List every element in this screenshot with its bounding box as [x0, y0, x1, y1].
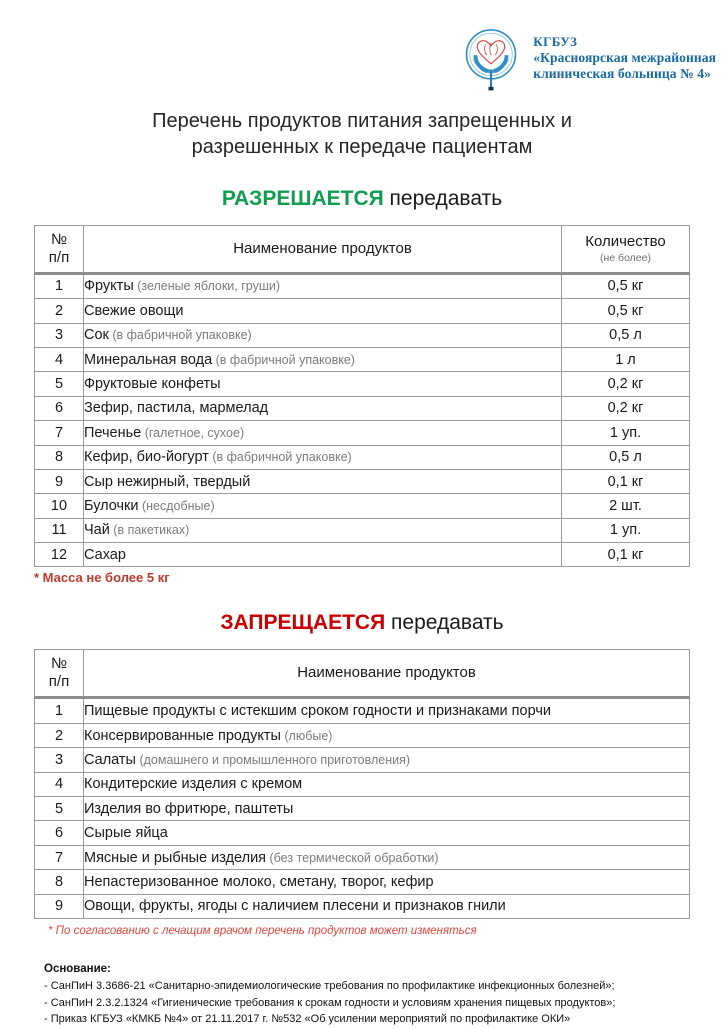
product-quantity: 0,2 кг — [562, 396, 690, 420]
product-name-note: (зеленые яблоки, груши) — [133, 279, 281, 294]
page-title-line-2: разрешенных к передаче пациентам — [191, 136, 533, 159]
product-name-note: (без термической обработки) — [266, 850, 439, 865]
product-name-main: Кефир, био-йогурт — [84, 449, 209, 466]
allowed-col-name: Наименование продуктов — [84, 225, 562, 273]
forbidden-products-table — [34, 649, 690, 919]
product-name-note: (галетное, сухое) — [141, 425, 245, 440]
product-name-main: Изделия во фритюре, паштеты — [84, 800, 294, 817]
row-number: 1 — [35, 698, 84, 723]
table-row — [35, 445, 690, 469]
row-number: 3 — [35, 748, 84, 772]
basis-title: Основание: — [44, 962, 111, 975]
org-abbreviation: КГБУЗ — [533, 34, 578, 50]
basis-item: - Приказ КГБУЗ «КМКБ №4» от 21.11.2017 г. №532 «Об усилении мероприятий по профилактике ОКИ» — [44, 1013, 571, 1026]
allowed-col-quantity-sublabel: (не более) — [600, 251, 651, 264]
allowed-keyword: РАЗРЕШАЕТСЯ — [221, 186, 384, 210]
product-name — [84, 772, 690, 796]
product-name — [84, 445, 562, 469]
product-name — [84, 469, 562, 493]
forbidden-table-body — [35, 698, 690, 919]
product-name — [84, 797, 690, 821]
product-name — [84, 396, 562, 420]
row-number: 4 — [35, 347, 84, 371]
row-number: 4 — [35, 772, 84, 796]
table-row — [35, 748, 690, 772]
basis-item: - СанПиН 3.3686-21 «Санитарно-эпидемиологические требования по профилактике инфекционных болезней»; — [44, 980, 615, 993]
product-name-note: (в фабричной упаковке) — [212, 352, 355, 367]
row-number: 8 — [35, 870, 84, 894]
allowed-col-number — [35, 225, 84, 273]
table-row — [35, 372, 690, 396]
product-name — [84, 870, 690, 894]
product-name-main: Зефир, пастила, мармелад — [84, 400, 269, 417]
product-quantity: 0,1 кг — [562, 543, 690, 567]
product-name — [84, 494, 562, 518]
product-quantity: 0,5 кг — [562, 299, 690, 323]
product-quantity: 0,2 кг — [562, 372, 690, 396]
product-name-main: Булочки — [84, 497, 139, 514]
forbidden-col-name: Наименование продуктов — [84, 650, 690, 698]
product-name-main: Сыр нежирный, твердый — [84, 473, 251, 490]
table-row — [35, 347, 690, 371]
product-name — [84, 347, 562, 371]
allowed-table-wrapper — [0, 225, 724, 568]
table-row — [35, 273, 690, 298]
product-quantity: 0,5 кг — [562, 273, 690, 298]
row-number: 5 — [35, 372, 84, 396]
table-row — [35, 845, 690, 869]
table-row — [35, 723, 690, 747]
allowed-col-quantity — [562, 225, 690, 273]
table-row — [35, 797, 690, 821]
basis-item: - СанПиН 2.3.2.1324 «Гигиенические требования к срокам годности и условиям хранения пищевых продуктов»; — [44, 996, 616, 1009]
product-name-note: (в фабричной упаковке) — [108, 328, 252, 343]
product-name-main: Пищевые продукты с истекшим сроком годности и признаками порчи — [84, 703, 552, 720]
product-name-main: Печенье — [84, 424, 142, 441]
allowed-header-row — [35, 225, 690, 273]
hospital-name-text — [533, 34, 716, 81]
mass-limit-note: * Масса не более 5 кг — [34, 570, 170, 586]
forbidden-col-number — [35, 650, 84, 698]
forbidden-header-row — [35, 650, 690, 698]
product-name — [84, 372, 562, 396]
product-name-main: Овощи, фрукты, ягоды с наличием плесени и признаков гнили — [84, 898, 506, 915]
table-row — [35, 421, 690, 445]
table-row — [35, 894, 690, 918]
row-number: 11 — [35, 518, 84, 542]
product-name-main: Фрукты — [84, 278, 134, 295]
table-row — [35, 323, 690, 347]
row-number: 1 — [35, 273, 84, 298]
allowed-products-table — [34, 225, 690, 568]
product-name-main: Свежие овощи — [84, 302, 184, 319]
product-name-main: Кондитерские изделия с кремом — [84, 776, 303, 793]
product-name-main: Сырые яйца — [84, 825, 168, 842]
table-row — [35, 494, 690, 518]
row-number: 12 — [35, 543, 84, 567]
product-name — [84, 821, 690, 845]
heart-in-hands-logo-icon — [455, 22, 527, 94]
product-name — [84, 748, 690, 772]
allowed-col-number-line1: № — [50, 230, 68, 248]
allowed-table-head — [35, 225, 690, 273]
table-row — [35, 299, 690, 323]
hospital-logo — [455, 22, 716, 94]
product-name — [84, 323, 562, 347]
table-row — [35, 821, 690, 845]
product-quantity: 0,5 л — [562, 445, 690, 469]
table-row — [35, 870, 690, 894]
forbidden-table-wrapper — [0, 649, 724, 919]
allowed-section-heading — [0, 187, 724, 211]
table-row — [35, 543, 690, 567]
basis-items — [44, 978, 680, 1028]
product-name-main: Сок — [84, 327, 109, 344]
forbidden-col-number-line1: № — [50, 655, 68, 673]
product-name-note: (в фабричной упаковке) — [208, 450, 352, 465]
product-name-note: (несдобные) — [138, 498, 215, 513]
product-name-main: Мясные и рыбные изделия — [84, 849, 267, 866]
forbidden-section-heading — [0, 611, 724, 635]
table-row — [35, 469, 690, 493]
allowed-col-number-line2: п/п — [48, 248, 70, 266]
page-title — [60, 108, 664, 161]
product-name — [84, 273, 562, 298]
row-number: 2 — [35, 723, 84, 747]
product-name — [84, 543, 562, 567]
table-row — [35, 772, 690, 796]
org-name-line-2: клиническая больница № 4» — [533, 65, 711, 81]
product-name-main: Непастеризованное молоко, сметану, творог, кефир — [84, 873, 434, 890]
product-quantity: 1 уп. — [562, 421, 690, 445]
row-number: 7 — [35, 845, 84, 869]
product-quantity: 0,5 л — [562, 323, 690, 347]
page-title-line-1: Перечень продуктов питания запрещенных и — [152, 110, 572, 132]
forbidden-heading-rest: передавать — [385, 611, 504, 635]
row-number: 5 — [35, 797, 84, 821]
row-number: 10 — [35, 494, 84, 518]
product-name — [84, 723, 690, 747]
forbidden-keyword: ЗАПРЕЩАЕТСЯ — [220, 611, 386, 635]
product-name-main: Фруктовые конфеты — [84, 376, 221, 393]
product-name — [84, 845, 690, 869]
product-name — [84, 518, 562, 542]
product-name — [84, 894, 690, 918]
product-name-main: Сахар — [84, 546, 126, 563]
product-name — [84, 421, 562, 445]
allowed-col-quantity-label: Количество — [585, 232, 666, 250]
table-row — [35, 518, 690, 542]
forbidden-col-number-line2: п/п — [48, 673, 70, 691]
product-name-main: Салаты — [84, 751, 136, 768]
product-name-main: Консервированные продукты — [84, 727, 281, 744]
allowed-table-body — [35, 273, 690, 567]
product-name-note: (любые) — [280, 728, 333, 743]
product-name — [84, 299, 562, 323]
product-quantity: 1 уп. — [562, 518, 690, 542]
basis-block — [0, 961, 724, 1028]
page-header — [0, 0, 724, 108]
forbidden-table-head — [35, 650, 690, 698]
table-row — [35, 698, 690, 723]
doctor-approval-note: * По согласованию с лечащим врачом перечень продуктов может изменяться — [48, 924, 477, 937]
row-number: 8 — [35, 445, 84, 469]
product-name-main: Минеральная вода — [84, 351, 213, 368]
org-name-line-1: «Красноярская межрайонная — [533, 49, 716, 65]
product-name-main: Чай — [84, 522, 110, 539]
product-quantity: 0,1 кг — [562, 469, 690, 493]
row-number: 3 — [35, 323, 84, 347]
product-quantity: 1 л — [562, 347, 690, 371]
row-number: 9 — [35, 469, 84, 493]
row-number: 9 — [35, 894, 84, 918]
row-number: 6 — [35, 396, 84, 420]
row-number: 2 — [35, 299, 84, 323]
product-quantity: 2 шт. — [562, 494, 690, 518]
table-row — [35, 396, 690, 420]
row-number: 7 — [35, 421, 84, 445]
product-name — [84, 698, 690, 723]
row-number: 6 — [35, 821, 84, 845]
product-name-note: (в пакетиках) — [109, 523, 190, 538]
allowed-heading-rest: передавать — [383, 186, 503, 210]
product-name-note: (домашнего и промышленного приготовления) — [135, 752, 411, 767]
